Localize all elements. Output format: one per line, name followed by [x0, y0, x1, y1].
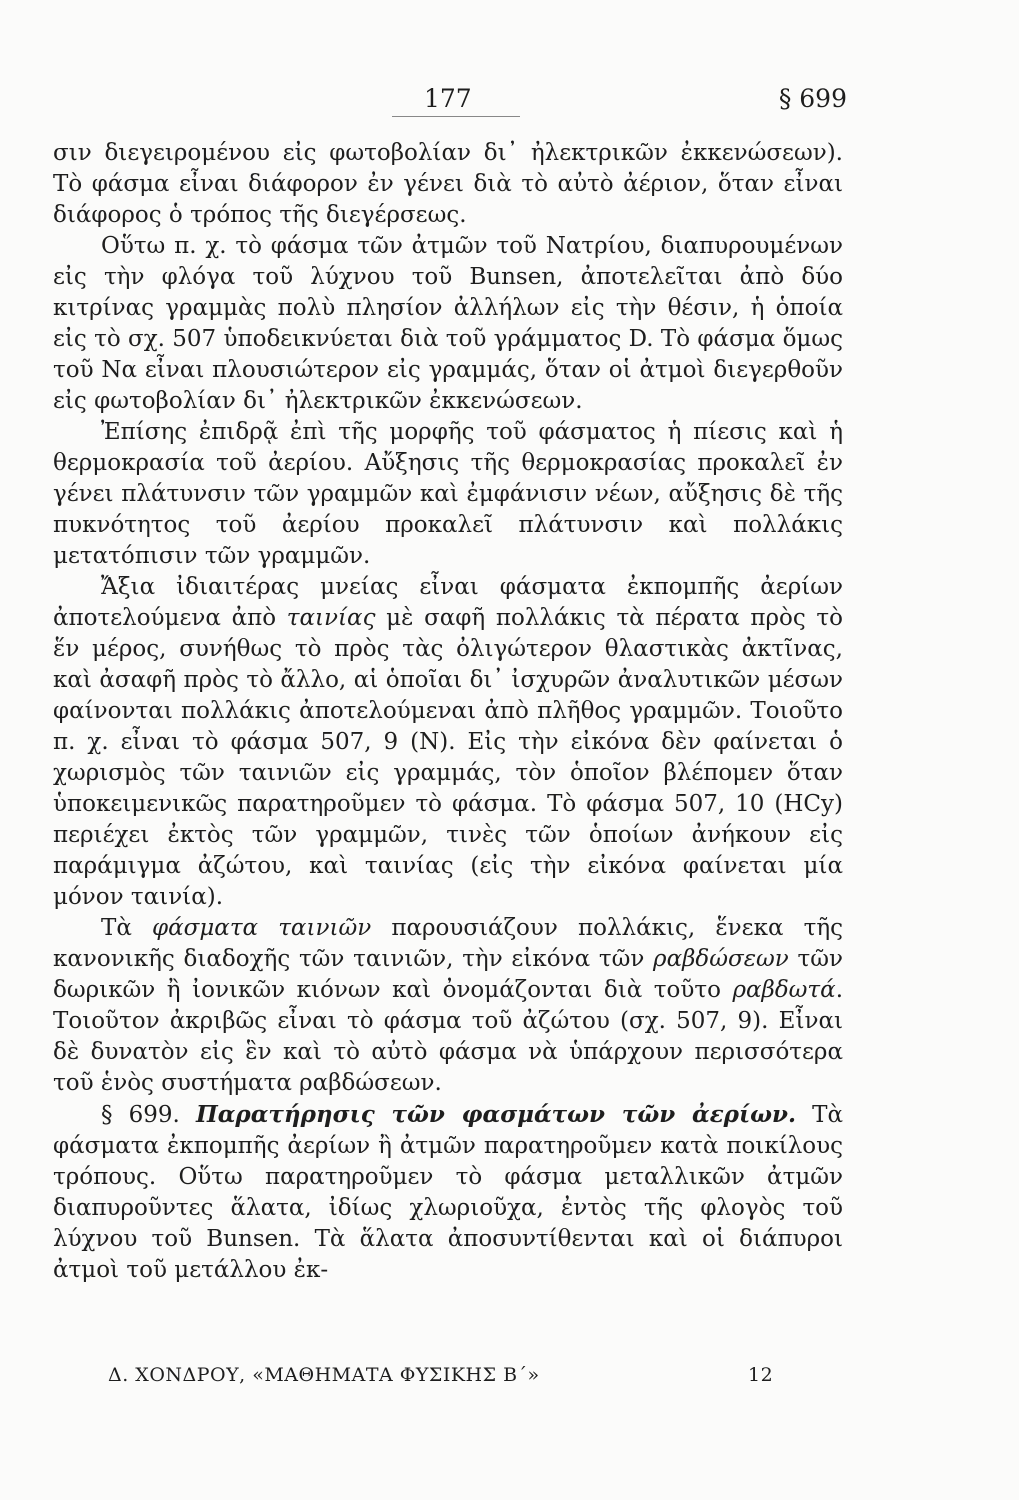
text-run: . Τοιοῦτον ἀκριβῶς εἶναι τὸ φάσμα τοῦ ἀζώτου (σχ. 507, 9). Εἶναι δὲ δυνατὸν εἰς ἓν καὶ τὸ αὐτὸ φάσμα νὰ ὑπάρχουν περισσότερα τοῦ ἑνὸς συστήματα ραβδώσεων.	[53, 977, 843, 1096]
paragraph-continuation: σιν διεγειρομένου εἰς φωτοβολίαν δι᾽ ἠλεκτρικῶν ἐκκενώσεων). Τὸ φάσμα εἶναι διάφορον ἐν γένει διὰ τὸ αὐτὸ ἀέριον, ὅταν εἶναι διάφορος ὁ τρόπος τῆς διεγέρσεως.	[53, 140, 843, 228]
text-run: Τὰ φάσματα ἐκπομπῆς ἀερίων ἢ ἀτμῶν παρατηροῦμεν κατὰ ποικίλους τρόπους. Οὕτω παρατηροῦμεν τὸ φάσμα μεταλλικῶν ἀτμῶν διαπυροῦντες ἅλατα, ἰδίως χλωριοῦχα, ἐντὸς τῆς φλογὸς τοῦ λύχνου τοῦ Bunsen. Τὰ ἅλατα ἀποσυντίθενται καὶ οἱ διάπυροι ἀτμοὶ τοῦ μετάλλου ἐκ-	[53, 1102, 843, 1283]
running-section-ref: § 699	[778, 84, 847, 113]
paragraph-section-699	[53, 1099, 843, 1286]
footer-book-title: Δ. ΧΟΝΔΡΟΥ, «ΜΑΘΗΜΑΤΑ ΦΥΣΙΚΗΣ Β΄»	[108, 1364, 540, 1386]
emphasis-term: ταινίας	[286, 605, 376, 631]
paragraph-pressure-temperature: Ἐπίσης ἐπιδρᾷ ἐπὶ τῆς μορφῆς τοῦ φάσματος ἡ πίεσις καὶ ἡ θερμοκρασία τοῦ ἀερίου. Αὔξησις τῆς θερμοκρασίας προκαλεῖ ἐν γένει πλάτυνσιν τῶν γραμμῶν καὶ ἐμφάνισιν νέων, αὔξησις δὲ τῆς πυκνότητος τοῦ ἀερίου προκαλεῖ πλάτυνσιν καὶ πολλάκις μετατόπισιν τῶν γραμμῶν.	[53, 419, 843, 569]
header-rule	[392, 116, 520, 117]
section-heading: Παρατήρησις τῶν φασμάτων τῶν ἀερίων.	[195, 1101, 796, 1128]
page-body	[53, 138, 843, 1286]
section-number: § 699.	[101, 1102, 196, 1128]
text-run: Ἄξια ἰδιαιτέρας μνείας εἶναι φάσματα ἐκπομπῆς ἀερίων ἀποτελούμενα ἀπὸ	[53, 574, 843, 631]
text-run: παρουσιάζουν πολλάκις, ἕνεκα τῆς κανονικῆς διαδοχῆς τῶν ταινιῶν, τὴν εἰκόνα τῶν	[53, 915, 843, 972]
page-header	[0, 84, 1019, 120]
text-run: Τὰ	[101, 915, 152, 941]
text-run: μὲ σαφῆ πολλάκις τὰ πέρατα πρὸς τὸ ἕν μέρος, συνήθως τὸ πρὸς τὰς ὀλιγώτερον θλαστικὰς ἀκτῖνας, καὶ ἀσαφῆ πρὸς τὸ ἄλλο, αἱ ὁποῖαι δι᾽ ἰσχυρῶν ἀναλυτικῶν μέσων φαίνονται πολλάκις ἀποτελούμεναι ἀπὸ πλῆθος γραμμῶν. Τοιοῦτο π. χ. εἶναι τὸ φάσμα 507, 9 (Ν). Εἰς τὴν εἰκόνα δὲν φαίνεται ὁ χωρισμὸς τῶν ταινιῶν εἰς γραμμάς, τὸν ὁποῖον βλέπομεν ὅταν ὑποκειμενικῶς παρατηροῦμεν τὸ φάσμα. Τὸ φάσμα 507, 10 (HCy) περιέχει ἐκτὸς τῶν γραμμῶν, τινὲς τῶν ὁποίων ἀνήκουν εἰς παράμιγμα ἀζώτου, καὶ ταινίας (εἰς τὴν εἰκόνα φαίνεται μία μόνον ταινία).	[53, 605, 843, 910]
page-number: 177	[424, 84, 472, 113]
emphasis-term: φάσματα ταινιῶν	[152, 915, 372, 941]
emphasis-term: ραβδώσεων	[653, 946, 789, 972]
paragraph-band-spectra	[53, 572, 843, 913]
paragraph-sodium-example: Οὕτω π. χ. τὸ φάσμα τῶν ἀτμῶν τοῦ Νατρίου, διαπυρουμένων εἰς τὴν φλόγα τοῦ λύχνου τοῦ Bunsen, ἀποτελεῖται ἀπὸ δύο κιτρίνας γραμμὰς πολὺ πλησίον ἀλλήλων εἰς τὴν θέσιν, ἡ ὁποία εἰς τὸ σχ. 507 ὑποδεικνύεται διὰ τοῦ γράμματος D. Τὸ φάσμα ὅμως τοῦ Να εἶναι πλουσιώτερον εἰς γραμμάς, ὅταν οἱ ἀτμοὶ διεγερθοῦν εἰς φωτοβολίαν δι᾽ ἠλεκτρικῶν ἐκκενώσεων.	[53, 233, 843, 414]
paragraph-fluted-spectra	[53, 913, 843, 1099]
footer-signature-number: 12	[748, 1364, 774, 1386]
emphasis-term: ραβδωτά	[732, 977, 836, 1003]
text-run: τῶν δωρικῶν ἢ ἰονικῶν κιόνων καὶ ὀνομάζονται διὰ τοῦτο	[53, 946, 843, 1003]
